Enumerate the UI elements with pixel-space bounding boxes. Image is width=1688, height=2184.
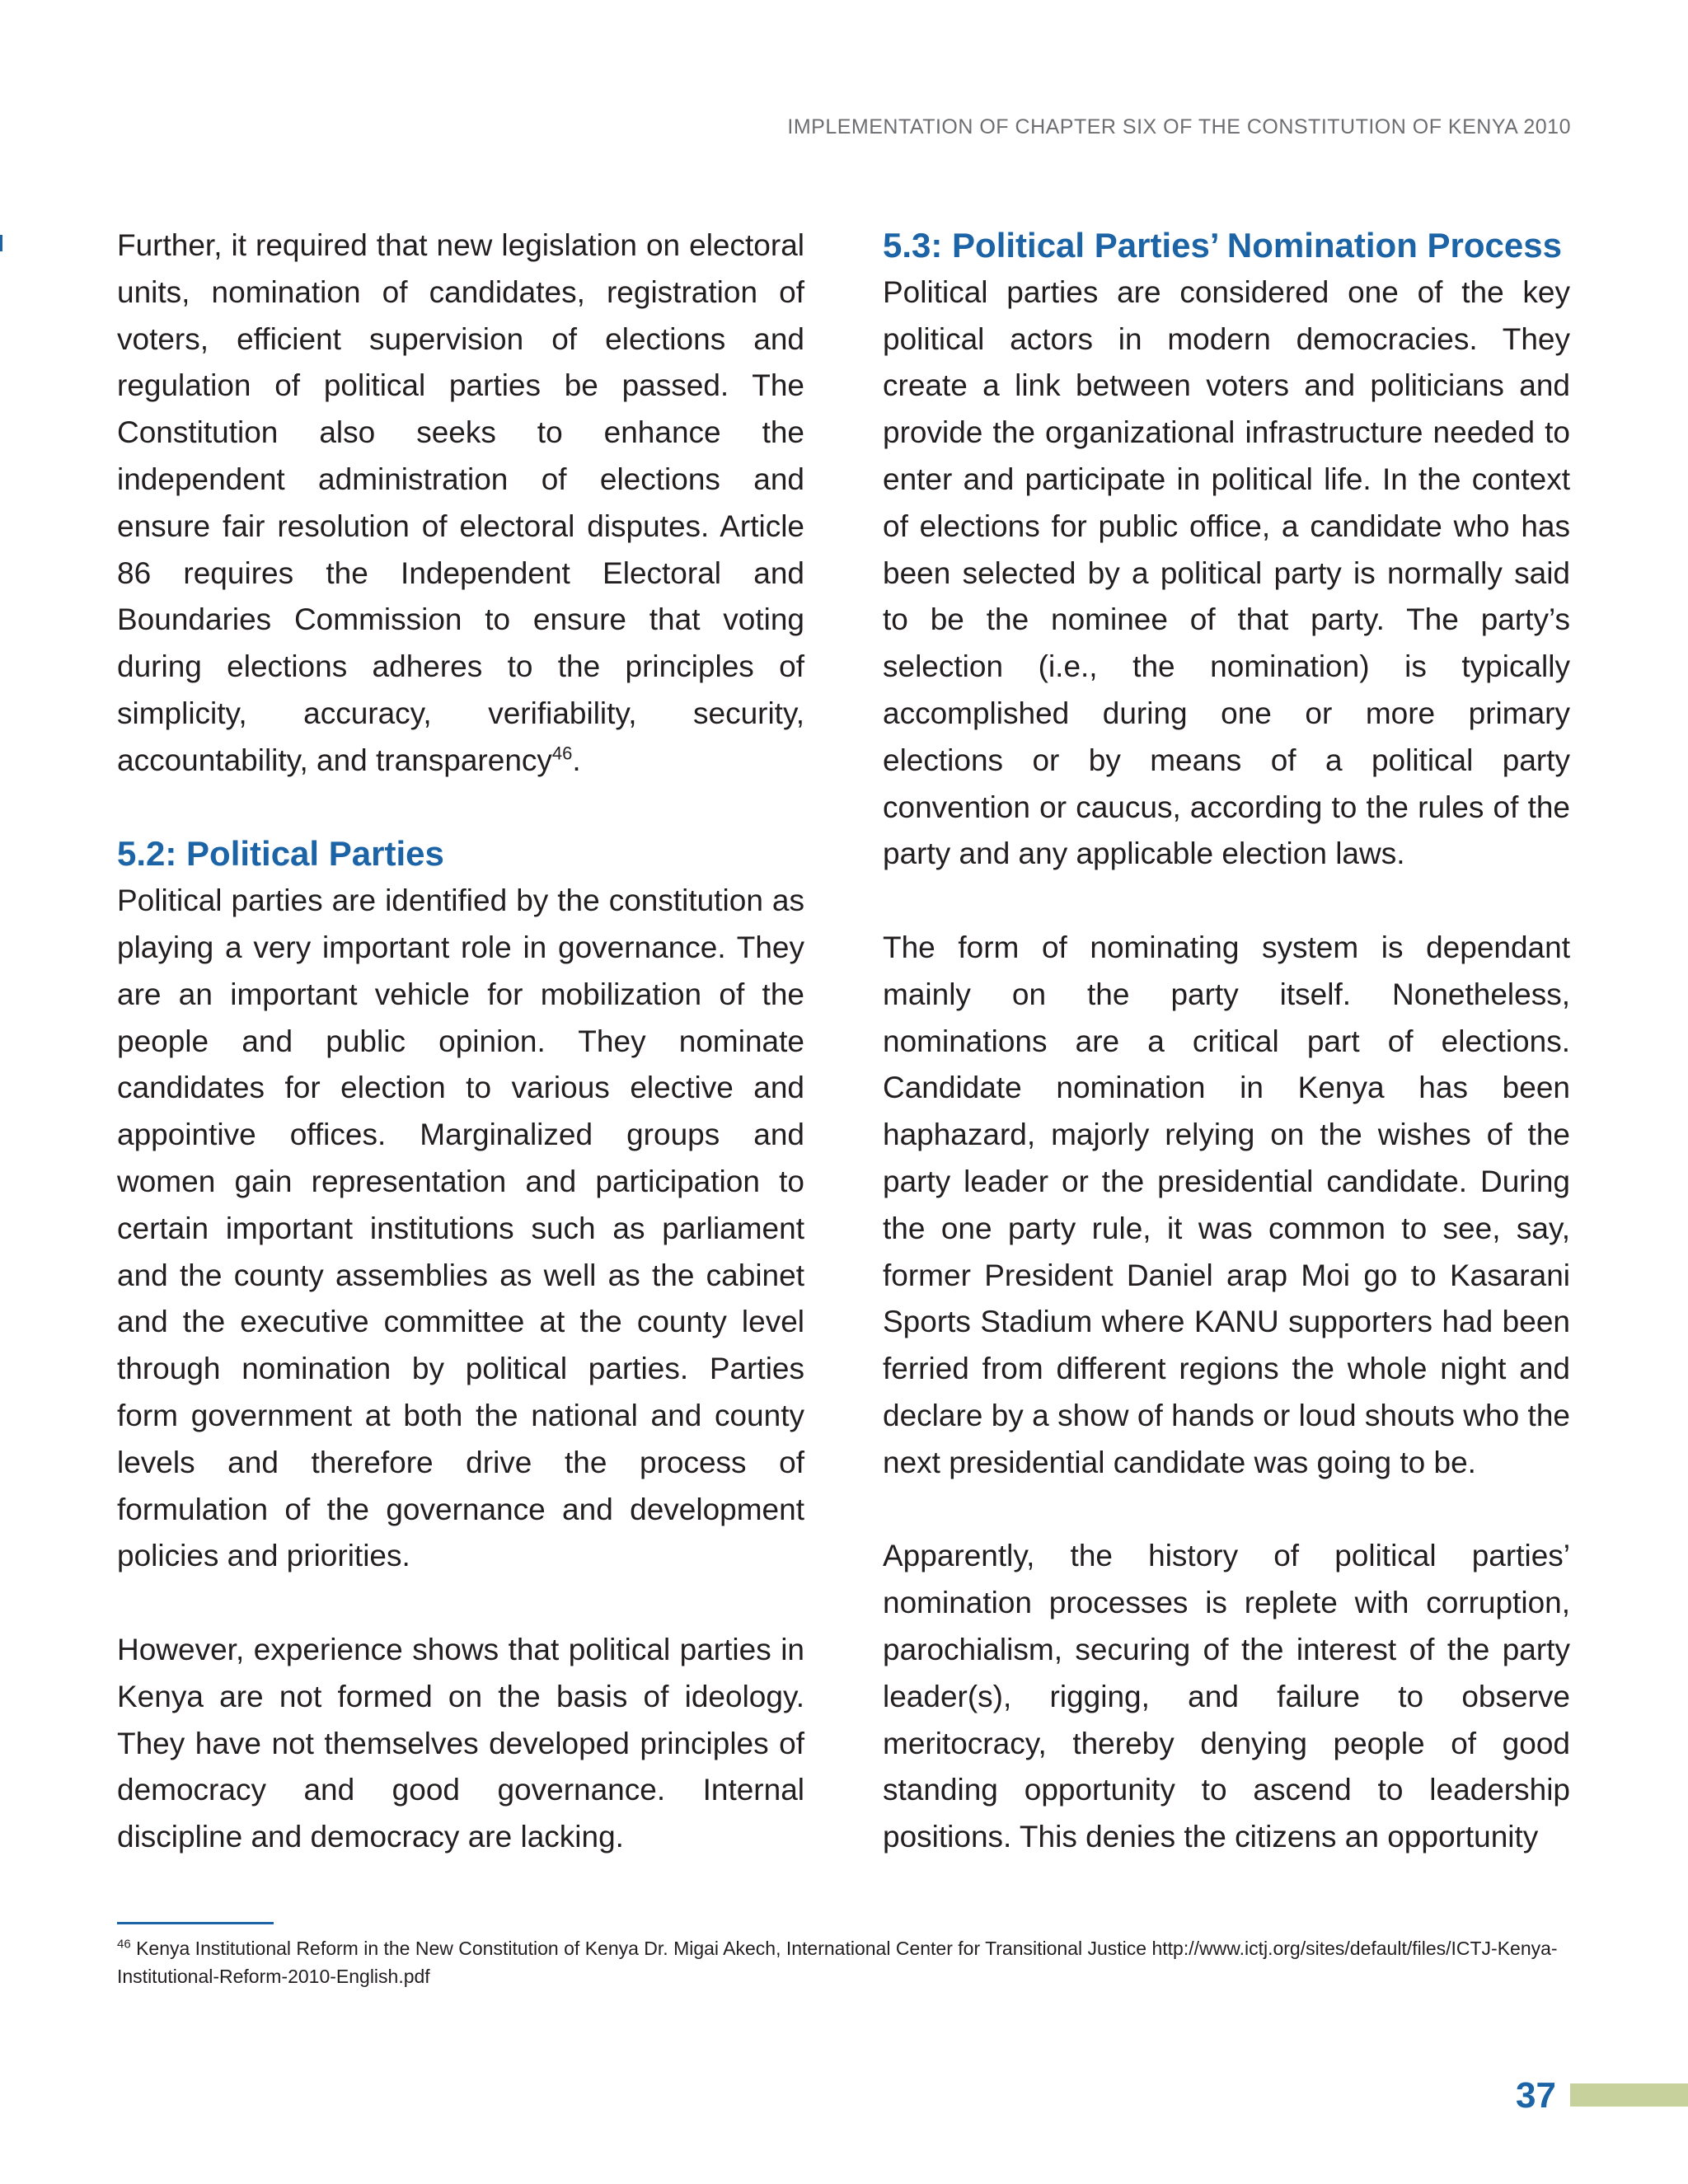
paragraph-spacer <box>117 785 804 832</box>
footnote-reference[interactable]: 46 <box>551 743 573 764</box>
section-heading-nomination-process: 5.3: Political Parties’ Nomination Process <box>883 226 1562 265</box>
intro-paragraph-end: . <box>572 743 581 777</box>
left-column <box>117 223 804 1861</box>
nomination-paragraph-2: The form of nominating system is dependant mainly on the party itself. Nonetheless, nominations are a critical part of elections. Candidate nomination in Kenya has been haphazard, majorly relying on the wishes of the party leader or the presidential candidate. During the one party rule, it was common to see, say, former President Daniel arap Moi go to Kasarani Sports Stadium where KANU supporters had been ferried from different regions the whole night and declare by a show of hands or loud shouts who the next presidential candidate was going to be. <box>883 930 1570 1479</box>
political-parties-paragraph-2: However, experience shows that political parties in Kenya are not formed on the basis of ideology. They have not themselves developed principles of democracy and good governance. Internal discipline and democracy are lacking. <box>117 1632 804 1854</box>
intro-paragraph <box>117 223 804 785</box>
paragraph-spacer <box>883 878 1570 925</box>
running-header: IMPLEMENTATION OF CHAPTER SIX OF THE CONSTITUTION OF KENYA 2010 <box>787 115 1571 138</box>
paragraph-spacer <box>117 1580 804 1627</box>
section-heading-political-parties: 5.2: Political Parties <box>117 834 444 874</box>
footnote <box>117 1934 1568 1990</box>
page-tab-decoration <box>1570 2083 1688 2107</box>
intro-paragraph-text: Further, it required that new legislation on electoral units, nomination of candidates, registration of voters, efficient supervision of elections and regulation of political parties be passed. The Constitution also seeks to enhance the independent administration of elections and ensure fair resolution of electoral disputes. Article 86 requires the Independent Electoral and Boundaries Commission to ensure that voting during elections adheres to the principles of simplicity, accuracy, verifiability, security, accountability, and transparency <box>117 228 804 777</box>
paragraph-spacer <box>883 1487 1570 1534</box>
nomination-paragraph-1: Political parties are considered one of the key political actors in modern democracies. They create a link between voters and politicians and provide the organizational infrastructure needed to enter and participate in political life. In the context of elections for public office, a candidate who has been selected by a political party is normally said to be the nominee of that party. The party’s selection (i.e., the nomination) is typically accomplished during one or more primary elections or by means of a political party convention or caucus, according to the rules of the party and any applicable election laws. <box>883 274 1570 871</box>
page-number: 37 <box>1516 2075 1556 2116</box>
margin-edge-mark <box>0 235 2 251</box>
right-column <box>883 223 1570 1861</box>
footnote-text[interactable]: Kenya Institutional Reform in the New Constitution of Kenya Dr. Migai Akech, International Center for Transitional Justice http://www.ictj.org/sites/default/files/ICTJ-Kenya-Institutional-Reform-2010-English.pdf <box>117 1938 1558 1987</box>
nomination-paragraph-3: Apparently, the history of political parties’ nomination processes is replete with corruption, parochialism, securing of the interest of the party leader(s), rigging, and failure to observe meritocracy, thereby denying people of good standing opportunity to ascend to leadership positions. This denies the citizens an opportunity <box>883 1539 1570 1854</box>
footnote-marker: 46 <box>117 1937 131 1952</box>
political-parties-paragraph-1: Political parties are identified by the constitution as playing a very important role in governance. They are an important vehicle for mobilization of the people and public opinion. They nominate candidates for election to various elective and appointive offices. Marginalized groups and women gain representation and participation to certain important institutions such as parliament and the county assemblies as well as the cabinet and the executive committee at the county level through nomination by political parties. Parties form government at both the national and county levels and therefore drive the process of formulation of the governance and development policies and priorities. <box>117 883 804 1573</box>
footnote-divider <box>117 1922 274 1924</box>
